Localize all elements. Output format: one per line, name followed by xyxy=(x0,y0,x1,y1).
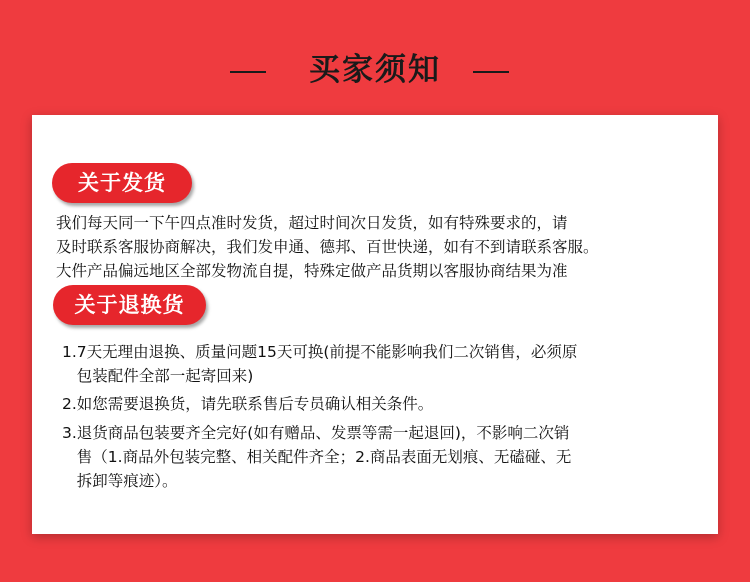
notice-card xyxy=(32,115,718,534)
list-item-line: 包装配件全部一起寄回来) xyxy=(76,367,254,385)
returns-heading-badge: 关于退换货 xyxy=(53,285,206,325)
shipping-line: 及时联系客服协商解决，我们发申通、德邦、百世快递，如有不到请联系客服。 xyxy=(56,238,599,256)
list-item-number: 1. xyxy=(62,343,77,361)
title-decoration-right xyxy=(473,71,509,73)
list-item-number: 2. xyxy=(62,395,77,413)
shipping-paragraph xyxy=(56,211,716,283)
list-item xyxy=(62,392,702,416)
shipping-line: 大件产品偏远地区全部发物流自提，特殊定做产品货期以客服协商结果为准 xyxy=(56,262,568,280)
list-item-line: 如您需要退换货，请先联系售后专员确认相关条件。 xyxy=(76,395,434,413)
list-item xyxy=(62,421,702,493)
list-item-line: 拆卸等痕迹）。 xyxy=(76,472,178,490)
shipping-line: 我们每天同一下午四点准时发货，超过时间次日发货，如有特殊要求的，请 xyxy=(56,214,568,232)
list-item-line: 7天无理由退换、质量问题15天可换(前提不能影响我们二次销售，必须原 xyxy=(76,343,578,361)
list-item-text xyxy=(77,392,702,416)
list-item-text xyxy=(77,340,702,388)
returns-list xyxy=(62,340,702,497)
list-item-line: 售（1.商品外包装完整、相关配件齐全；2.商品表面无划痕、无磕碰、无 xyxy=(76,448,572,466)
header xyxy=(0,0,750,115)
list-item-text xyxy=(77,421,702,493)
list-item-line: 退货商品包装要齐全完好(如有赠品、发票等需一起退回)，不影响二次销 xyxy=(76,424,570,442)
list-item-number: 3. xyxy=(62,424,77,442)
shipping-heading-badge: 关于发货 xyxy=(52,163,192,203)
list-item xyxy=(62,340,702,388)
page-title: 买家须知 xyxy=(309,52,441,88)
